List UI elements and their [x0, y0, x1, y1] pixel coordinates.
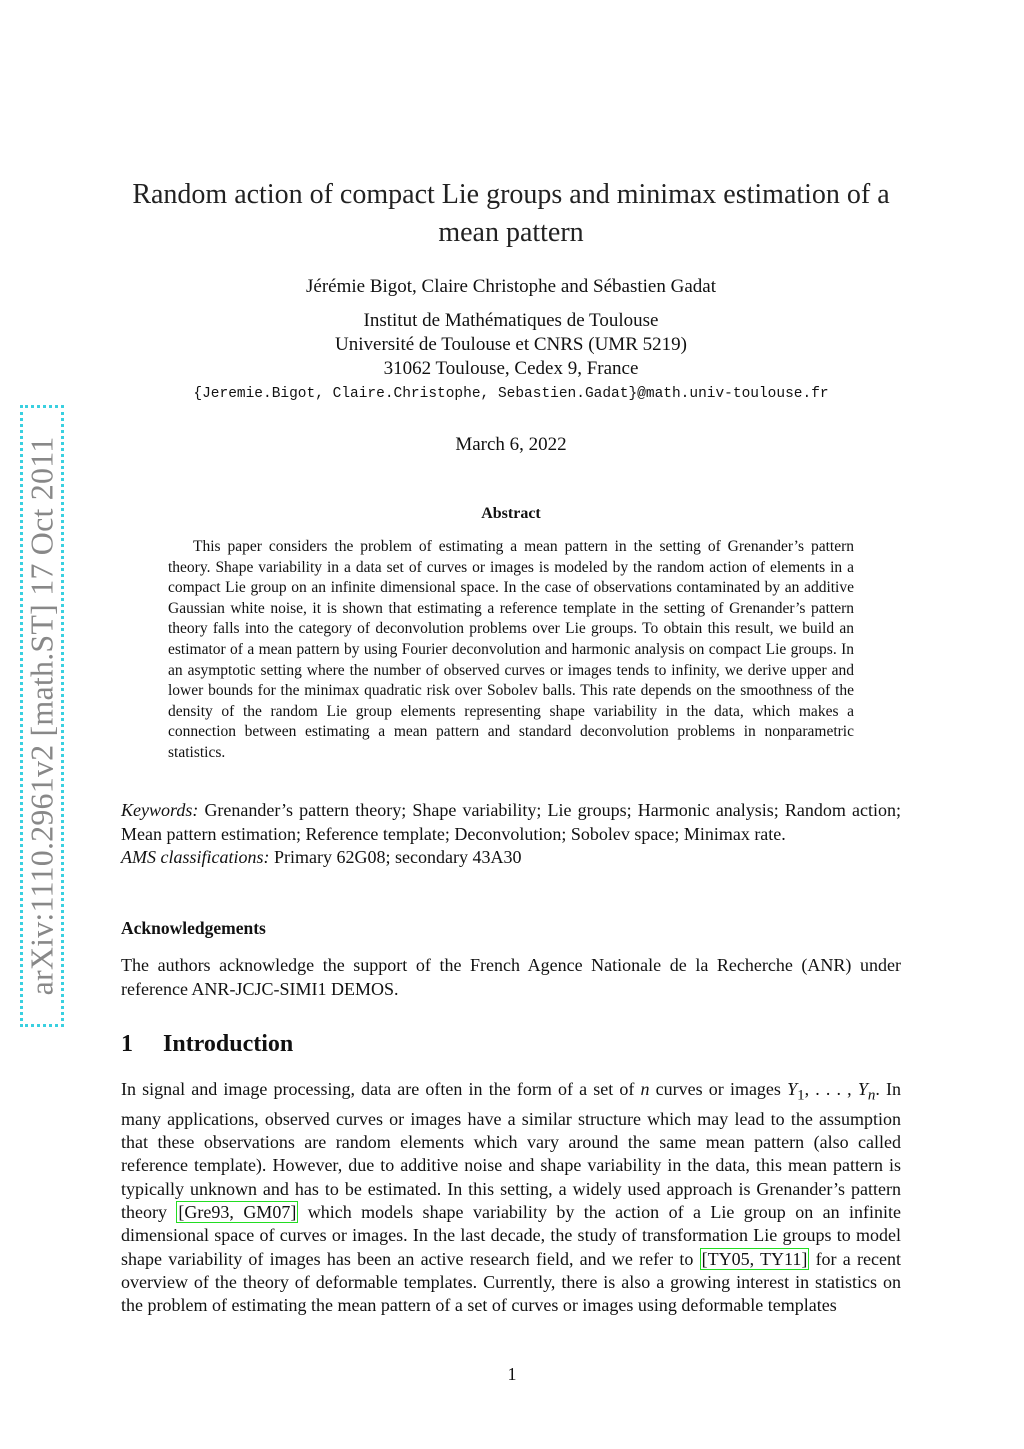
- citation-link-gre93-gm07[interactable]: [176, 1201, 298, 1223]
- keywords-label: Keywords:: [121, 800, 199, 820]
- affiliation-line-address: 31062 Toulouse, Cedex 9, France: [383, 358, 639, 379]
- intro-text-1: In signal and image processing, data are often in the form of a set of: [121, 1079, 641, 1099]
- math-sub-1: 1: [797, 1087, 805, 1104]
- ams-text: Primary 62G08; secondary 43A30: [273, 847, 522, 867]
- affiliation: [110, 309, 912, 381]
- arxiv-identifier[interactable]: arXiv:1110.2961v2 [math.ST] 17 Oct 2011: [23, 436, 60, 996]
- affiliation-line-institute: Institut de Mathématiques de Toulouse: [363, 310, 659, 331]
- cite-gm07[interactable]: GM07: [243, 1202, 291, 1223]
- math-yn: Y: [857, 1079, 868, 1099]
- keywords-block: [121, 799, 901, 870]
- author-emails: {Jeremie.Bigot, Claire.Christophe, Sebastien.Gadat}@math.univ-toulouse.fr: [193, 386, 829, 402]
- page-number: 1: [507, 1364, 517, 1384]
- section-heading-introduction: [121, 1031, 293, 1058]
- cite-bracket-close: ]: [290, 1202, 297, 1223]
- cite-separator: ,: [229, 1202, 244, 1223]
- math-n: n: [640, 1079, 650, 1099]
- ams-line: [121, 846, 901, 870]
- cite-separator: ,: [749, 1248, 760, 1269]
- math-ellipsis: , . . . ,: [804, 1079, 858, 1099]
- cite-bracket-close: ]: [801, 1248, 808, 1269]
- cite-bracket-open: [: [701, 1248, 708, 1269]
- acknowledgements-heading: Acknowledgements: [121, 918, 266, 938]
- abstract-heading: Abstract: [481, 505, 541, 522]
- keywords-text: Grenander’s pattern theory; Shape variability; Lie groups; Harmonic analysis; Random action; Mean pattern estimation; Reference template; Deconvolution; Sobolev space; Minimax rate.: [121, 800, 902, 844]
- math-sub-n: n: [867, 1087, 876, 1104]
- paper-date: March 6, 2022: [455, 434, 567, 455]
- introduction-paragraph: [121, 1078, 901, 1318]
- cite-ty11[interactable]: TY11: [760, 1248, 802, 1269]
- intro-text-4: which models shape variability by the action of a Lie group on an infinite dimensional space of curves or images. In the last decade, the study of transformation Lie groups to model shape variability of images has been an active research field, and we refer to: [121, 1202, 902, 1269]
- math-y1: Y: [787, 1079, 798, 1099]
- paper-title: Random action of compact Lie groups and minimax estimation of a mean pattern: [132, 179, 890, 248]
- abstract-text: This paper considers the problem of estimating a mean pattern in the setting of Grenander’s pattern theory. Shape variability in a data set of curves or images is modeled by the random action of elements in a compact Lie group on an infinite dimensional space. In the case of observations contaminated by an additive Gaussian white noise, it is shown that estimating a reference template in the setting of Grenander’s pattern theory falls into the category of deconvolution problems over Lie groups. To obtain this result, we build an estimator of a mean pattern by using Fourier deconvolution and harmonic analysis on compact Lie groups. In an asymptotic setting where the number of observed curves or images tends to infinity, we derive upper and lower bounds for the minimax quadratic risk over Sobolev balls. This rate depends on the smoothness of the density of the random Lie group elements representing shape variability in the data, which makes a connection between estimating a mean pattern and standard deconvolution problems in nonparametric statistics.: [168, 538, 854, 761]
- intro-text-3: . In many applications, observed curves or images have a similar structure which may lead to the assumption that these observations are random elements which vary around the same mean pattern (also called reference template). However, due to additive noise and shape variability in the data, this mean pattern is typically unknown and has to be estimated. In this setting, a widely used approach is Grenander’s pattern theory: [121, 1079, 901, 1223]
- cite-gre93[interactable]: Gre93: [184, 1202, 230, 1223]
- section-title: Introduction: [163, 1031, 294, 1057]
- keywords-line: [121, 799, 901, 846]
- cite-ty05[interactable]: TY05: [707, 1248, 750, 1269]
- ams-label: AMS classifications:: [121, 847, 270, 867]
- affiliation-line-university: Université de Toulouse et CNRS (UMR 5219): [335, 334, 687, 355]
- cite-bracket-open: [: [178, 1202, 185, 1223]
- author-list: Jérémie Bigot, Claire Christophe and Sébastien Gadat: [306, 276, 716, 297]
- section-number: 1: [121, 1031, 133, 1057]
- citation-link-ty05-ty11[interactable]: [700, 1248, 810, 1270]
- intro-text-5: for a recent overview of the theory of deformable templates. Currently, there is also a growing interest in statistics on the problem of estimating the mean pattern of a set of curves or images using deformable templates: [121, 1248, 901, 1316]
- acknowledgements-text: The authors acknowledge the support of the French Agence Nationale de la Recherche (ANR) under reference ANR-JCJC-SIMI1 DEMOS.: [121, 955, 901, 999]
- intro-text-2: curves or images: [649, 1079, 788, 1099]
